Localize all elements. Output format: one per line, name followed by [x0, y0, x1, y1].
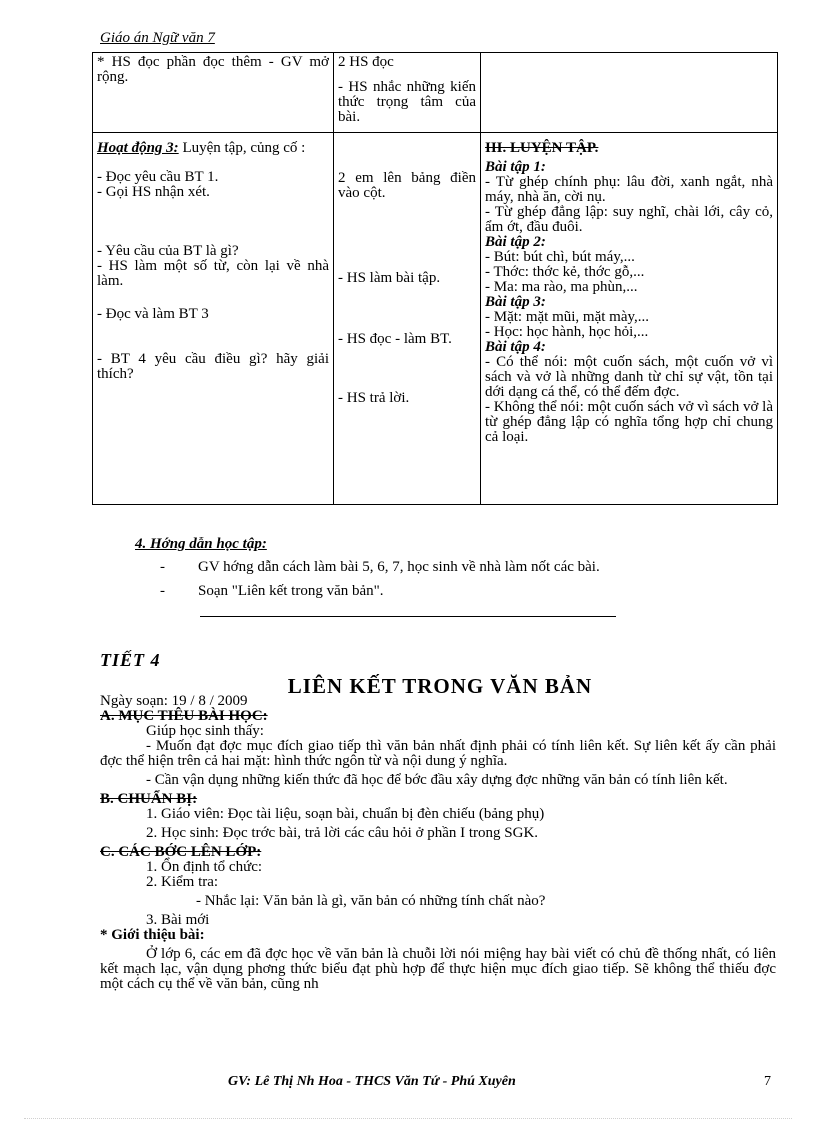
section-heading: III. LUYỆN TẬP. [485, 140, 599, 156]
list-item: - Đọc yêu cầu BT 1. [97, 169, 219, 185]
list-item-text: GV hớng dẫn cách làm bài 5, 6, 7, học sinh về nhà làm nốt các bài. [198, 559, 600, 575]
cell-teacher-activity [93, 133, 334, 505]
cell-student-activity [334, 133, 481, 505]
list-item: - HS làm một số từ, còn lại về nhà làm. [97, 258, 329, 289]
lesson-title: LIÊN KẾT TRONG VĂN BẢN [287, 674, 593, 698]
list-item: - Có thể nói: một cuốn sách, một cuốn vở vì sách và vở là những danh từ chỉ sự vật, tồn tại dới dạng cá thể, có thể đếm đợc. [485, 354, 773, 400]
page-edge [24, 1118, 792, 1119]
activity-label: Hoạt động 3: [97, 140, 179, 156]
cell-student-activity [334, 53, 481, 133]
exercise-title: Bài tập 4: [485, 339, 546, 355]
list-item: - HS làm bài tập. [338, 270, 441, 286]
table-row [93, 133, 778, 505]
lesson-body [100, 694, 776, 992]
list-item: - Không thể nói: một cuốn sách vở vì sách vở là từ ghép đẳng lập có nghĩa tổng hợp chỉ chung cả loại. [485, 399, 773, 445]
cell-teacher-activity [93, 53, 334, 133]
activity-text: Luyện tập, củng cố : [178, 140, 306, 156]
section-heading: A. MỤC TIÊU BÀI HỌC: [100, 708, 268, 724]
footer-author: GV: Lê Thị Nh Hoa - THCS Văn Tứ - Phú Xuyên [228, 1074, 516, 1089]
list-item: - HS trả lời. [338, 390, 410, 406]
list-item: - HS đọc - làm BT. [338, 331, 452, 347]
cell-content [481, 53, 778, 133]
page-number: 7 [764, 1074, 771, 1089]
exercise-title: Bài tập 1: [485, 159, 546, 175]
paragraph: - Muốn đạt đợc mục đích giao tiếp thì văn bản nhất định phải có tính liên kết. Sự liên kết ấy cần phải đợc thể hiện trên cả hai mặt: hình thức ngôn từ và nội dung ý nghĩa. [100, 738, 776, 769]
list-item: - Từ ghép đẳng lập: suy nghĩ, chài lới, cây cỏ, ẩm ớt, đầu đuôi. [485, 204, 773, 235]
paragraph: Ở lớp 6, các em đã đợc học về văn bản là chuỗi lời nói miệng hay bài viết có chủ đề thống nhất, có liên kết mạch lạc, vận dụng phơng thức biểu đạt phù hợp để thực hiện mục đích giao tiếp. Sẽ không thể thiếu đợc một cách cụ thể về văn bản, cũng nh [100, 946, 776, 992]
list-item: - Từ ghép chính phụ: lâu đời, xanh ngắt, nhà máy, nhà ăn, cời nụ. [485, 174, 773, 205]
cell-text: 2 HS đọc [338, 54, 394, 70]
paragraph: Giúp học sinh thấy: [146, 723, 264, 739]
list-item: - Mặt: mặt mũi, mặt mày,... [485, 309, 649, 325]
dash-marker: - [160, 559, 165, 575]
list-item: - Bút: bút chì, bút máy,... [485, 249, 635, 265]
list-item: - Đọc và làm BT 3 [97, 306, 209, 322]
lesson-number: TIẾT 4 [100, 650, 161, 670]
cell-text: * HS đọc phần đọc thêm - GV mở rộng. [97, 54, 329, 85]
list-item: 2. Kiểm tra: [146, 874, 219, 890]
list-item: - BT 4 yêu cầu điều gì? hãy giải thích? [97, 351, 329, 382]
exercise-title: Bài tập 3: [485, 294, 546, 310]
list-item-text: Soạn "Liên kết trong văn bản". [198, 583, 384, 599]
list-item: - Nhắc lại: Văn bản là gì, văn bản có những tính chất nào? [196, 893, 546, 909]
prep-date: Ngày soạn: 19 / 8 / 2009 [100, 693, 248, 709]
list-item: - Học: học hành, học hỏi,... [485, 324, 649, 340]
guide-heading: 4. Hớng dẫn học tập: [135, 536, 267, 552]
cell-content [481, 133, 778, 505]
list-item: 1. Ổn định tổ chức: [146, 859, 263, 875]
lesson-table [92, 52, 778, 505]
exercise-title: Bài tập 2: [485, 234, 546, 250]
list-item: 3. Bài mới [146, 912, 210, 928]
section-heading: B. CHUẨN BỊ: [100, 791, 198, 807]
header-title: Giáo án Ngữ văn 7 [100, 30, 215, 46]
list-item: 1. Giáo viên: Đọc tài liệu, soạn bài, chuẩn bị đèn chiếu (bảng phụ) [146, 806, 545, 822]
table-row [93, 53, 778, 133]
section-heading: C. CÁC BỚC LÊN LỚP: [100, 844, 262, 860]
paragraph: - Cần vận dụng những kiến thức đã học để bớc đầu xây dựng đợc những văn bản có tính liên kết. [146, 772, 728, 788]
list-item: 2 em lên bảng điền vào cột. [338, 170, 476, 201]
list-item: - Ma: ma rào, ma phùn,... [485, 279, 638, 295]
dash-marker: - [160, 583, 165, 599]
list-item: - Gọi HS nhận xét. [97, 184, 210, 200]
list-item: - Thớc: thớc kẻ, thớc gỗ,... [485, 264, 645, 280]
cell-text: - HS nhắc những kiến thức trọng tâm của bài. [338, 79, 476, 125]
list-item: - Yêu cầu của BT là gì? [97, 243, 239, 259]
list-item: 2. Học sinh: Đọc trớc bài, trả lời các câu hỏi ở phần I trong SGK. [146, 825, 539, 841]
separator-line [200, 616, 616, 617]
intro-label: * Giới thiệu bài: [100, 927, 205, 943]
